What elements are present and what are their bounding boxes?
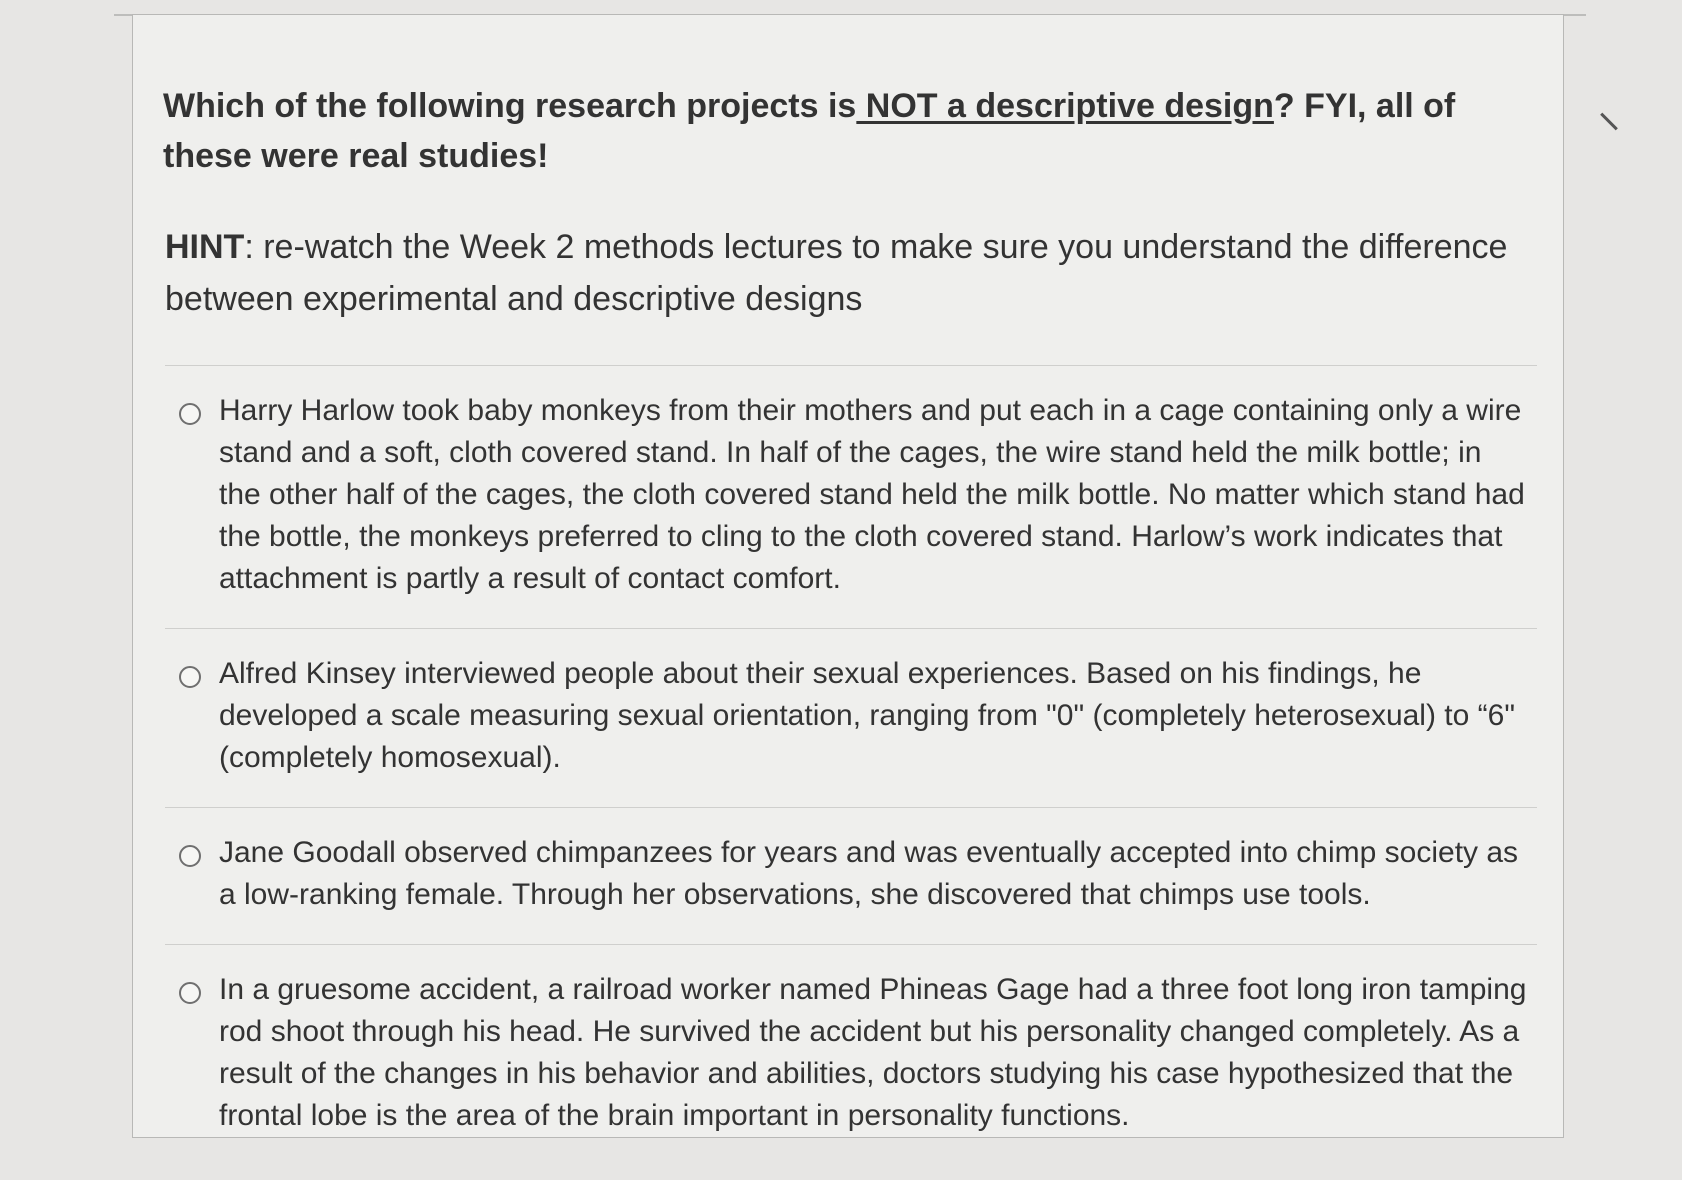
answer-choice-label: In a gruesome accident, a railroad worker named Phineas Gage had a three foot long iron tamping rod shoot through his head. He survived the accident but his personality changed completely. As a result of the changes in his behavior and abilities, doctors studying his case hypothesized that the frontal lobe is the area of the brain important in personality functions.	[219, 973, 1527, 1132]
answer-choice-gage[interactable]	[165, 944, 1537, 1165]
question-text	[163, 81, 1543, 181]
answer-choice-label: Jane Goodall observed chimpanzees for years and was eventually accepted into chimp society as a low-ranking female. Through her observations, she discovered that chimps use tools.	[219, 836, 1519, 911]
question-suffix: ? FYI, all of these were real studies!	[163, 87, 1456, 175]
hint-label: HINT	[165, 228, 245, 266]
answer-choice-kinsey[interactable]	[165, 628, 1537, 807]
question-prefix: Which of the following research projects is	[163, 87, 857, 125]
radio-button-icon[interactable]	[179, 666, 201, 688]
radio-button-icon[interactable]	[179, 845, 201, 867]
answer-choices	[165, 365, 1537, 1165]
answer-choice-harlow[interactable]	[165, 365, 1537, 628]
cursor-mark	[1600, 113, 1618, 131]
radio-button-icon[interactable]	[179, 403, 201, 425]
question-emphasis: NOT a descriptive design	[856, 87, 1274, 125]
radio-button-icon[interactable]	[179, 982, 201, 1004]
question-card	[132, 14, 1564, 1138]
answer-choice-goodall[interactable]	[165, 807, 1537, 944]
answer-choice-label: Alfred Kinsey interviewed people about their sexual experiences. Based on his findings, he developed a scale measuring sexual orientation, ranging from "0" (completely heterosexual) to “6" (completely homosexual).	[219, 657, 1515, 774]
hint-body: : re-watch the Week 2 methods lectures to make sure you understand the difference between experimental and descriptive designs	[165, 228, 1508, 318]
answer-choice-label: Harry Harlow took baby monkeys from their mothers and put each in a cage containing only a wire stand and a soft, cloth covered stand. In half of the cages, the wire stand held the milk bottle; in the other half of the cages, the cloth covered stand held the milk bottle. No matter which stand had the bottle, the monkeys preferred to cling to the cloth covered stand. Harlow’s work indicates that attachment is partly a result of contact comfort.	[219, 394, 1525, 595]
hint-text	[165, 221, 1555, 325]
